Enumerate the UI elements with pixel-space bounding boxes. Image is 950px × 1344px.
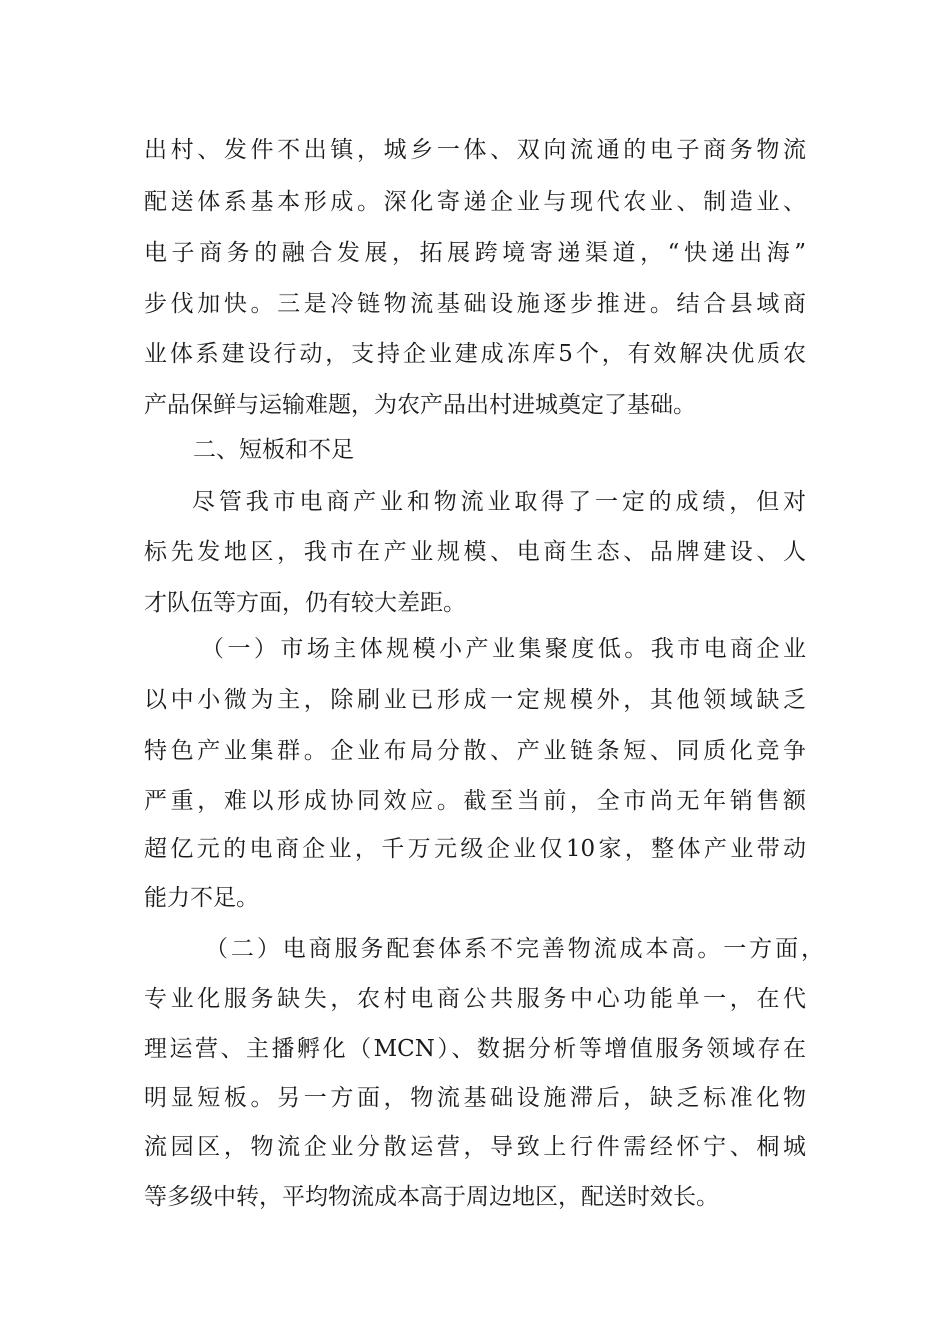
- body-text-line: 专业化服务缺失，农村电商公共服务中心功能单一，在代: [144, 986, 806, 1012]
- body-text-line: 流园区，物流企业分散运营，导致上行件需经怀宁、桐城: [144, 1134, 806, 1160]
- body-text-line: 步伐加快。三是冷链物流基础设施逐步推进。结合县域商: [144, 291, 806, 317]
- body-text-line: 理运营、主播孵化（MCN）、数据分析等增值服务领域存在: [144, 1036, 806, 1062]
- body-text-line: 超亿元的电商企业，千万元级企业仅10家，整体产业带动: [144, 836, 806, 862]
- subsection-heading-line: （一）市场主体规模小产业集聚度低。我市电商企业: [201, 636, 806, 662]
- body-text-line: 能力不足。: [144, 885, 259, 911]
- body-text-line: 电子商务的融合发展，拓展跨境寄递渠道，“快递出海”: [144, 240, 806, 266]
- body-text-line: 产品保鲜与运输难题，为农产品出村进城奠定了基础。: [144, 392, 696, 418]
- body-text-line: 业体系建设行动，支持企业建成冻库5个，有效解决优质农: [144, 341, 806, 367]
- body-text-line: 等多级中转，平均物流成本高于周边地区，配送时效长。: [144, 1184, 719, 1210]
- paragraph-first-line: 尽管我市电商产业和物流业取得了一定的成绩，但对: [192, 489, 806, 515]
- section-heading: 二、短板和不足: [193, 437, 354, 463]
- body-text-line: 明显短板。另一方面，物流基础设施滞后，缺乏标准化物: [144, 1085, 806, 1111]
- body-text-line: 才队伍等方面，仍有较大差距。: [144, 590, 466, 616]
- subsection-heading-line: （二）电商服务配套体系不完善物流成本高。一方面，: [205, 936, 824, 962]
- body-text-line: 出村、发件不出镇，城乡一体、双向流通的电子商务物流: [144, 137, 806, 163]
- body-text-line: 以中小微为主，除刷业已形成一定规模外，其他领域缺乏: [144, 687, 806, 713]
- body-text-line: 标先发地区，我市在产业规模、电商生态、品牌建设、人: [144, 539, 806, 565]
- body-text-line: 特色产业集群。企业布局分散、产业链条短、同质化竞争: [144, 738, 806, 764]
- body-text-line: 严重，难以形成协同效应。截至当前，全市尚无年销售额: [144, 788, 806, 814]
- body-text-line: 配送体系基本形成。深化寄递企业与现代农业、制造业、: [144, 189, 806, 215]
